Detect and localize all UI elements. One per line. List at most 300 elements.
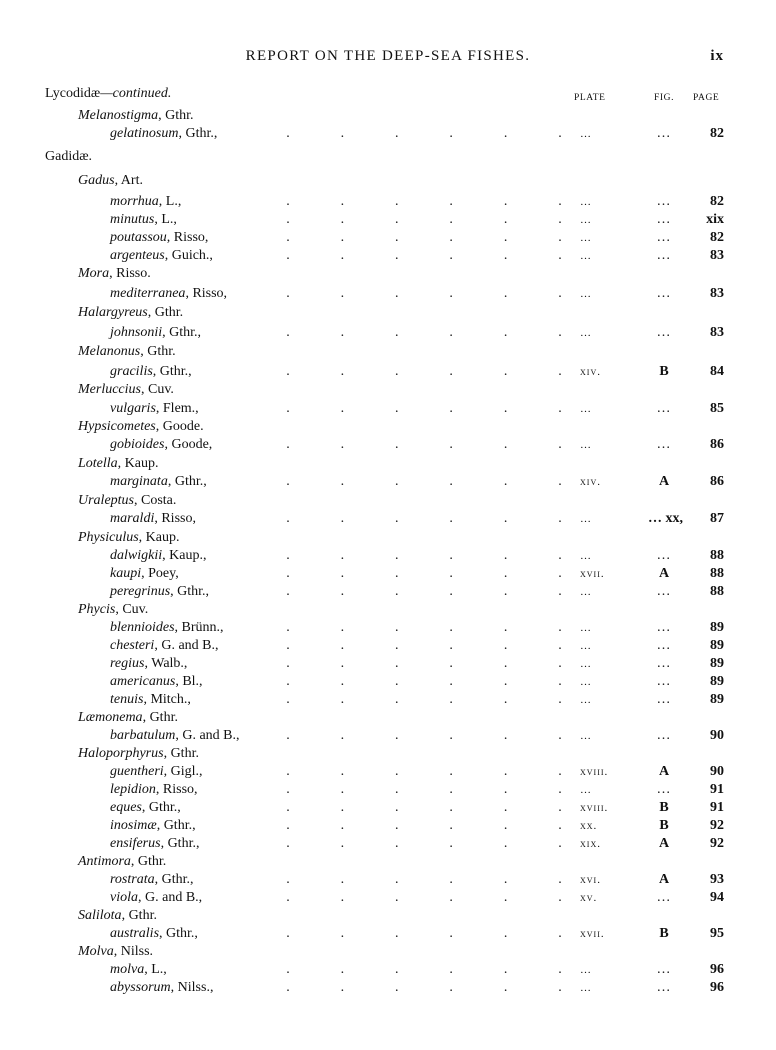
dot-leaders	[284, 324, 564, 342]
leader-dot: .	[558, 474, 562, 489]
genus-entry	[78, 601, 148, 619]
leader-dot: .	[449, 437, 453, 452]
plate-ref: …	[580, 658, 592, 670]
genus-row	[0, 107, 776, 125]
species-entry	[110, 247, 213, 265]
leader-dot: .	[558, 980, 562, 995]
plate-ref: …	[580, 640, 592, 652]
leader-dot: .	[340, 980, 345, 995]
page-ref: 84	[710, 364, 724, 379]
genus-row	[0, 172, 776, 190]
genus-row	[0, 601, 776, 619]
leader-dot: .	[395, 728, 399, 743]
leader-dot: .	[558, 926, 562, 941]
author-name: , Nilss.	[113, 944, 154, 959]
leader-dot: .	[340, 401, 345, 416]
species-entry	[110, 691, 191, 709]
genus-entry	[78, 492, 176, 510]
leader-dot: .	[558, 364, 562, 379]
page-ref: 88	[710, 584, 724, 599]
author-name: , Gthr.,	[159, 926, 198, 941]
species-name: barbatulum	[110, 728, 176, 743]
author-name: , Kaup.	[117, 456, 159, 471]
species-row	[0, 324, 776, 342]
author-name: , Walb.,	[144, 656, 188, 671]
leader-dot: .	[558, 126, 562, 141]
genus-name: Mora	[78, 266, 110, 281]
leader-dot: .	[340, 692, 345, 707]
leader-dot: .	[558, 212, 562, 227]
genus-entry	[78, 381, 174, 399]
species-entry	[110, 763, 203, 781]
page-number: ix	[710, 48, 724, 64]
page-ref: 83	[710, 286, 724, 301]
species-name: inosimæ	[110, 818, 157, 833]
author-name: , Costa.	[134, 493, 177, 508]
leader-dot: .	[340, 674, 345, 689]
species-name: abyssorum	[110, 980, 171, 995]
leader-dot: .	[286, 212, 290, 227]
author-name: , Risso,	[155, 782, 198, 797]
plate-ref: …	[580, 982, 592, 994]
leader-dot: .	[558, 836, 562, 851]
leader-dot: .	[503, 800, 508, 815]
leader-dot: .	[286, 584, 290, 599]
page-ref: 86	[710, 474, 724, 489]
page-ref: 92	[710, 836, 724, 851]
leader-dot: .	[340, 620, 345, 635]
genus-name: Gadus	[78, 173, 115, 188]
author-name: , Goode,	[164, 437, 213, 452]
leader-dot: .	[503, 364, 508, 379]
leader-dot: .	[449, 926, 453, 941]
leader-dot: .	[449, 194, 453, 209]
leader-dot: .	[286, 437, 290, 452]
species-entry	[110, 565, 179, 583]
leader-dot: .	[503, 728, 508, 743]
dot-leaders	[284, 436, 564, 454]
dot-leaders	[284, 583, 564, 601]
leader-dot: .	[286, 230, 290, 245]
dot-leaders	[284, 835, 564, 853]
author-name: , Gthr.,	[178, 126, 218, 141]
species-entry	[110, 637, 219, 655]
leader-dot: .	[286, 325, 290, 340]
author-name: , Gthr.	[142, 710, 178, 725]
species-entry	[110, 835, 199, 853]
author-name: , Flem.,	[155, 401, 199, 416]
genus-name: Haloporphyrus	[78, 746, 164, 761]
species-row	[0, 691, 776, 709]
plate-ref: …	[580, 586, 592, 598]
leader-dot: .	[558, 401, 562, 416]
leader-dot: .	[395, 674, 399, 689]
leader-dot: .	[286, 692, 290, 707]
page-ref: 89	[710, 656, 724, 671]
leader-dot: .	[449, 800, 453, 815]
fig-ref: …	[656, 212, 672, 227]
author-name: , Gthr.	[130, 854, 167, 869]
author-name: , Guich.,	[164, 248, 213, 263]
leader-dot: .	[503, 126, 508, 141]
leader-dot: .	[503, 325, 508, 340]
species-row	[0, 961, 776, 979]
leader-dot: .	[558, 962, 562, 977]
species-row	[0, 229, 776, 247]
leader-dot: .	[286, 818, 290, 833]
leader-dot: .	[395, 230, 399, 245]
genus-name: Læmonema	[78, 710, 143, 725]
genus-row	[0, 907, 776, 925]
fig-ref: B	[659, 818, 669, 833]
species-entry	[110, 510, 196, 528]
genus-row	[0, 853, 776, 871]
leader-dot: .	[286, 620, 290, 635]
leader-dot: .	[558, 782, 562, 797]
plate-ref: …	[580, 250, 592, 262]
leader-dot: .	[340, 364, 345, 379]
fig-ref: …	[656, 325, 672, 340]
species-row	[0, 979, 776, 997]
leader-dot: .	[558, 638, 562, 653]
fig-column-header: FIG.	[654, 93, 675, 103]
leader-dot: .	[449, 364, 453, 379]
author-name: , Gthr.,	[154, 872, 194, 887]
fig-ref: … xx,	[648, 511, 683, 526]
page-ref: 82	[710, 194, 724, 209]
leader-dot: .	[449, 620, 453, 635]
species-entry	[110, 400, 199, 418]
species-name: vulgaris	[110, 401, 156, 416]
leader-dot: .	[286, 638, 290, 653]
leader-dot: .	[558, 818, 562, 833]
leader-dot: .	[558, 620, 562, 635]
fig-ref: B	[659, 800, 669, 815]
leader-dot: .	[558, 286, 562, 301]
species-row	[0, 619, 776, 637]
genus-entry	[78, 304, 183, 322]
genus-entry	[78, 265, 151, 283]
leader-dot: .	[503, 872, 508, 887]
leader-dot: .	[558, 511, 562, 526]
leader-dot: .	[449, 872, 453, 887]
page-ref: 93	[710, 872, 724, 887]
species-entry	[110, 979, 213, 997]
species-row	[0, 871, 776, 889]
species-row	[0, 510, 776, 528]
fig-ref: …	[656, 401, 672, 416]
species-entry	[110, 799, 181, 817]
leader-dot: .	[395, 962, 399, 977]
fig-ref: A	[658, 764, 670, 779]
leader-dot: .	[503, 286, 508, 301]
genus-name: Phycis	[78, 602, 116, 617]
genus-name: Halargyreus	[78, 305, 148, 320]
plate-ref: …	[580, 232, 592, 244]
leader-dot: .	[395, 212, 399, 227]
leader-dot: .	[286, 764, 290, 779]
leader-dot: .	[395, 248, 399, 263]
leader-dot: .	[449, 674, 453, 689]
species-name: mediterranea	[110, 286, 186, 301]
species-entry	[110, 781, 198, 799]
genus-entry	[78, 172, 143, 190]
dot-leaders	[284, 817, 564, 835]
leader-dot: .	[395, 401, 399, 416]
species-entry	[110, 229, 208, 247]
leader-dot: .	[395, 692, 399, 707]
leader-dot: .	[340, 248, 345, 263]
species-entry	[110, 436, 212, 454]
fig-ref: …	[656, 584, 672, 599]
species-entry	[110, 817, 196, 835]
leader-dot: .	[503, 194, 508, 209]
dot-leaders	[284, 565, 564, 583]
fig-ref: …	[656, 980, 672, 995]
leader-dot: .	[558, 872, 562, 887]
leader-dot: .	[286, 364, 290, 379]
plate-ref: xvii.	[580, 568, 605, 580]
leader-dot: .	[558, 764, 562, 779]
leader-dot: .	[449, 566, 453, 581]
page-ref: 89	[710, 620, 724, 635]
fig-ref: A	[658, 872, 670, 887]
leader-dot: .	[503, 782, 508, 797]
genus-entry	[78, 853, 166, 871]
species-row	[0, 781, 776, 799]
leader-dot: .	[503, 980, 508, 995]
species-name: gracilis	[110, 364, 153, 379]
leader-dot: .	[340, 230, 345, 245]
dot-leaders	[284, 727, 564, 745]
species-entry	[110, 925, 198, 943]
author-name: , G. and B.,	[138, 890, 203, 905]
species-name: poutassou	[110, 230, 167, 245]
plate-ref: …	[580, 327, 592, 339]
leader-dot: .	[395, 511, 399, 526]
dot-leaders	[284, 979, 564, 997]
author-name: , Nilss.,	[170, 980, 214, 995]
genus-row	[0, 709, 776, 727]
plate-ref: …	[580, 288, 592, 300]
genus-entry	[78, 907, 157, 925]
leader-dot: .	[503, 962, 508, 977]
leader-dot: .	[503, 584, 508, 599]
author-name: , L.,	[144, 962, 167, 977]
leader-dot: .	[340, 584, 345, 599]
leader-dot: .	[286, 782, 290, 797]
leader-dot: .	[503, 511, 508, 526]
species-name: chesteri	[110, 638, 155, 653]
species-entry	[110, 961, 167, 979]
page-column-header: PAGE	[693, 93, 720, 103]
leader-dot: .	[449, 656, 453, 671]
plate-ref: …	[580, 694, 592, 706]
dot-leaders	[284, 889, 564, 907]
species-name: regius	[110, 656, 145, 671]
page-ref: 94	[710, 890, 724, 905]
author-name: , G. and B.,	[175, 728, 240, 743]
dot-leaders	[284, 691, 564, 709]
family-entry	[45, 148, 92, 166]
genus-entry	[78, 943, 153, 961]
leader-dot: .	[395, 638, 399, 653]
dot-leaders	[284, 473, 564, 491]
author-name: , L.,	[158, 194, 182, 209]
plate-ref: xvii.	[580, 928, 605, 940]
species-entry	[110, 583, 209, 601]
genus-row	[0, 343, 776, 361]
plate-ref: …	[580, 403, 592, 415]
leader-dot: .	[449, 728, 453, 743]
genus-entry	[78, 529, 179, 547]
author-name: , Risso,	[154, 511, 196, 526]
leader-dot: .	[395, 566, 399, 581]
leader-dot: .	[449, 286, 453, 301]
leader-dot: .	[503, 401, 508, 416]
leader-dot: .	[286, 962, 290, 977]
dot-leaders	[284, 547, 564, 565]
leader-dot: .	[503, 764, 508, 779]
leader-dot: .	[340, 800, 345, 815]
dot-leaders	[284, 637, 564, 655]
author-name: , Art.	[114, 173, 143, 188]
leader-dot: .	[558, 656, 562, 671]
species-name: guentheri	[110, 764, 164, 779]
genus-row	[0, 529, 776, 547]
dot-leaders	[284, 781, 564, 799]
species-row	[0, 637, 776, 655]
genus-row	[0, 745, 776, 763]
author-name: , Goode.	[155, 419, 204, 434]
author-name: , Kaup.,	[162, 548, 207, 563]
species-row	[0, 247, 776, 265]
family-name: Gadidæ.	[45, 149, 93, 164]
dot-leaders	[284, 673, 564, 691]
dot-leaders	[284, 655, 564, 673]
leader-dot: .	[503, 230, 508, 245]
dot-leaders	[284, 247, 564, 265]
species-row	[0, 817, 776, 835]
author-name: , Gthr.,	[170, 584, 210, 599]
genus-row	[0, 418, 776, 436]
leader-dot: .	[286, 890, 290, 905]
plate-ref: xviii.	[580, 802, 609, 814]
leader-dot: .	[449, 890, 453, 905]
species-row	[0, 835, 776, 853]
genus-entry	[78, 709, 178, 727]
species-name: peregrinus	[110, 584, 171, 599]
species-entry	[110, 619, 224, 637]
fig-ref: A	[658, 836, 670, 851]
species-row	[0, 285, 776, 303]
species-name: marginata	[110, 474, 168, 489]
page-ref: 88	[710, 566, 724, 581]
leader-dot: .	[340, 764, 345, 779]
leader-dot: .	[503, 474, 508, 489]
author-name: , L.,	[154, 212, 177, 227]
leader-dot: .	[449, 818, 453, 833]
author-name: , Gthr.	[140, 344, 176, 359]
species-name: kaupi	[110, 566, 142, 581]
species-row	[0, 799, 776, 817]
author-name: , G. and B.,	[154, 638, 219, 653]
family-row	[0, 85, 776, 103]
leader-dot: .	[340, 638, 345, 653]
fig-ref: …	[656, 692, 672, 707]
leader-dot: .	[395, 926, 399, 941]
species-entry	[110, 193, 181, 211]
page-ref: 89	[710, 638, 724, 653]
fig-ref: …	[656, 656, 672, 671]
leader-dot: .	[449, 962, 453, 977]
leader-dot: .	[286, 980, 290, 995]
author-name: , Gthr.	[121, 908, 157, 923]
fig-ref: …	[656, 638, 672, 653]
leader-dot: .	[340, 212, 345, 227]
family-name: Lycodidæ	[45, 86, 101, 101]
author-name: , Gthr.	[158, 108, 194, 123]
author-name: , Gthr.,	[156, 818, 196, 833]
fig-ref: B	[659, 364, 669, 379]
leader-dot: .	[395, 890, 399, 905]
leader-dot: .	[395, 286, 399, 301]
page-ref: 90	[710, 728, 724, 743]
species-entry	[110, 324, 201, 342]
species-name: tenuis	[110, 692, 144, 707]
leader-dot: .	[395, 325, 399, 340]
plate-ref: xv.	[580, 892, 598, 904]
fig-ref: …	[656, 962, 672, 977]
leader-dot: .	[340, 566, 345, 581]
leader-dot: .	[558, 325, 562, 340]
dot-leaders	[284, 961, 564, 979]
species-name: gelatinosum	[110, 126, 179, 141]
plate-ref: …	[580, 439, 592, 451]
leader-dot: .	[503, 212, 508, 227]
leader-dot: .	[449, 980, 453, 995]
leader-dot: .	[340, 548, 345, 563]
plate-ref: …	[580, 513, 592, 525]
leader-dot: .	[449, 511, 453, 526]
leader-dot: .	[286, 126, 290, 141]
leader-dot: .	[558, 230, 562, 245]
page-ref: 87	[710, 511, 724, 526]
fig-ref: …	[656, 230, 672, 245]
author-name: , Gthr.	[147, 305, 184, 320]
dot-leaders	[284, 925, 564, 943]
species-entry	[110, 727, 240, 745]
leader-dot: .	[395, 818, 399, 833]
fig-ref: …	[656, 437, 672, 452]
dot-leaders	[284, 229, 564, 247]
plate-ref: …	[580, 196, 592, 208]
species-row	[0, 125, 776, 143]
fig-ref: A	[658, 566, 670, 581]
leader-dot: .	[395, 364, 399, 379]
page-ref: 91	[710, 782, 724, 797]
genus-name: Melanostigma	[78, 108, 159, 123]
species-row	[0, 363, 776, 381]
author-name: , Brünn.,	[174, 620, 224, 635]
dot-leaders	[284, 400, 564, 418]
genus-name: Antimora	[78, 854, 131, 869]
species-entry	[110, 673, 203, 691]
leader-dot: .	[286, 836, 290, 851]
species-name: minutus	[110, 212, 155, 227]
leader-dot: .	[503, 674, 508, 689]
fig-ref: …	[656, 286, 672, 301]
